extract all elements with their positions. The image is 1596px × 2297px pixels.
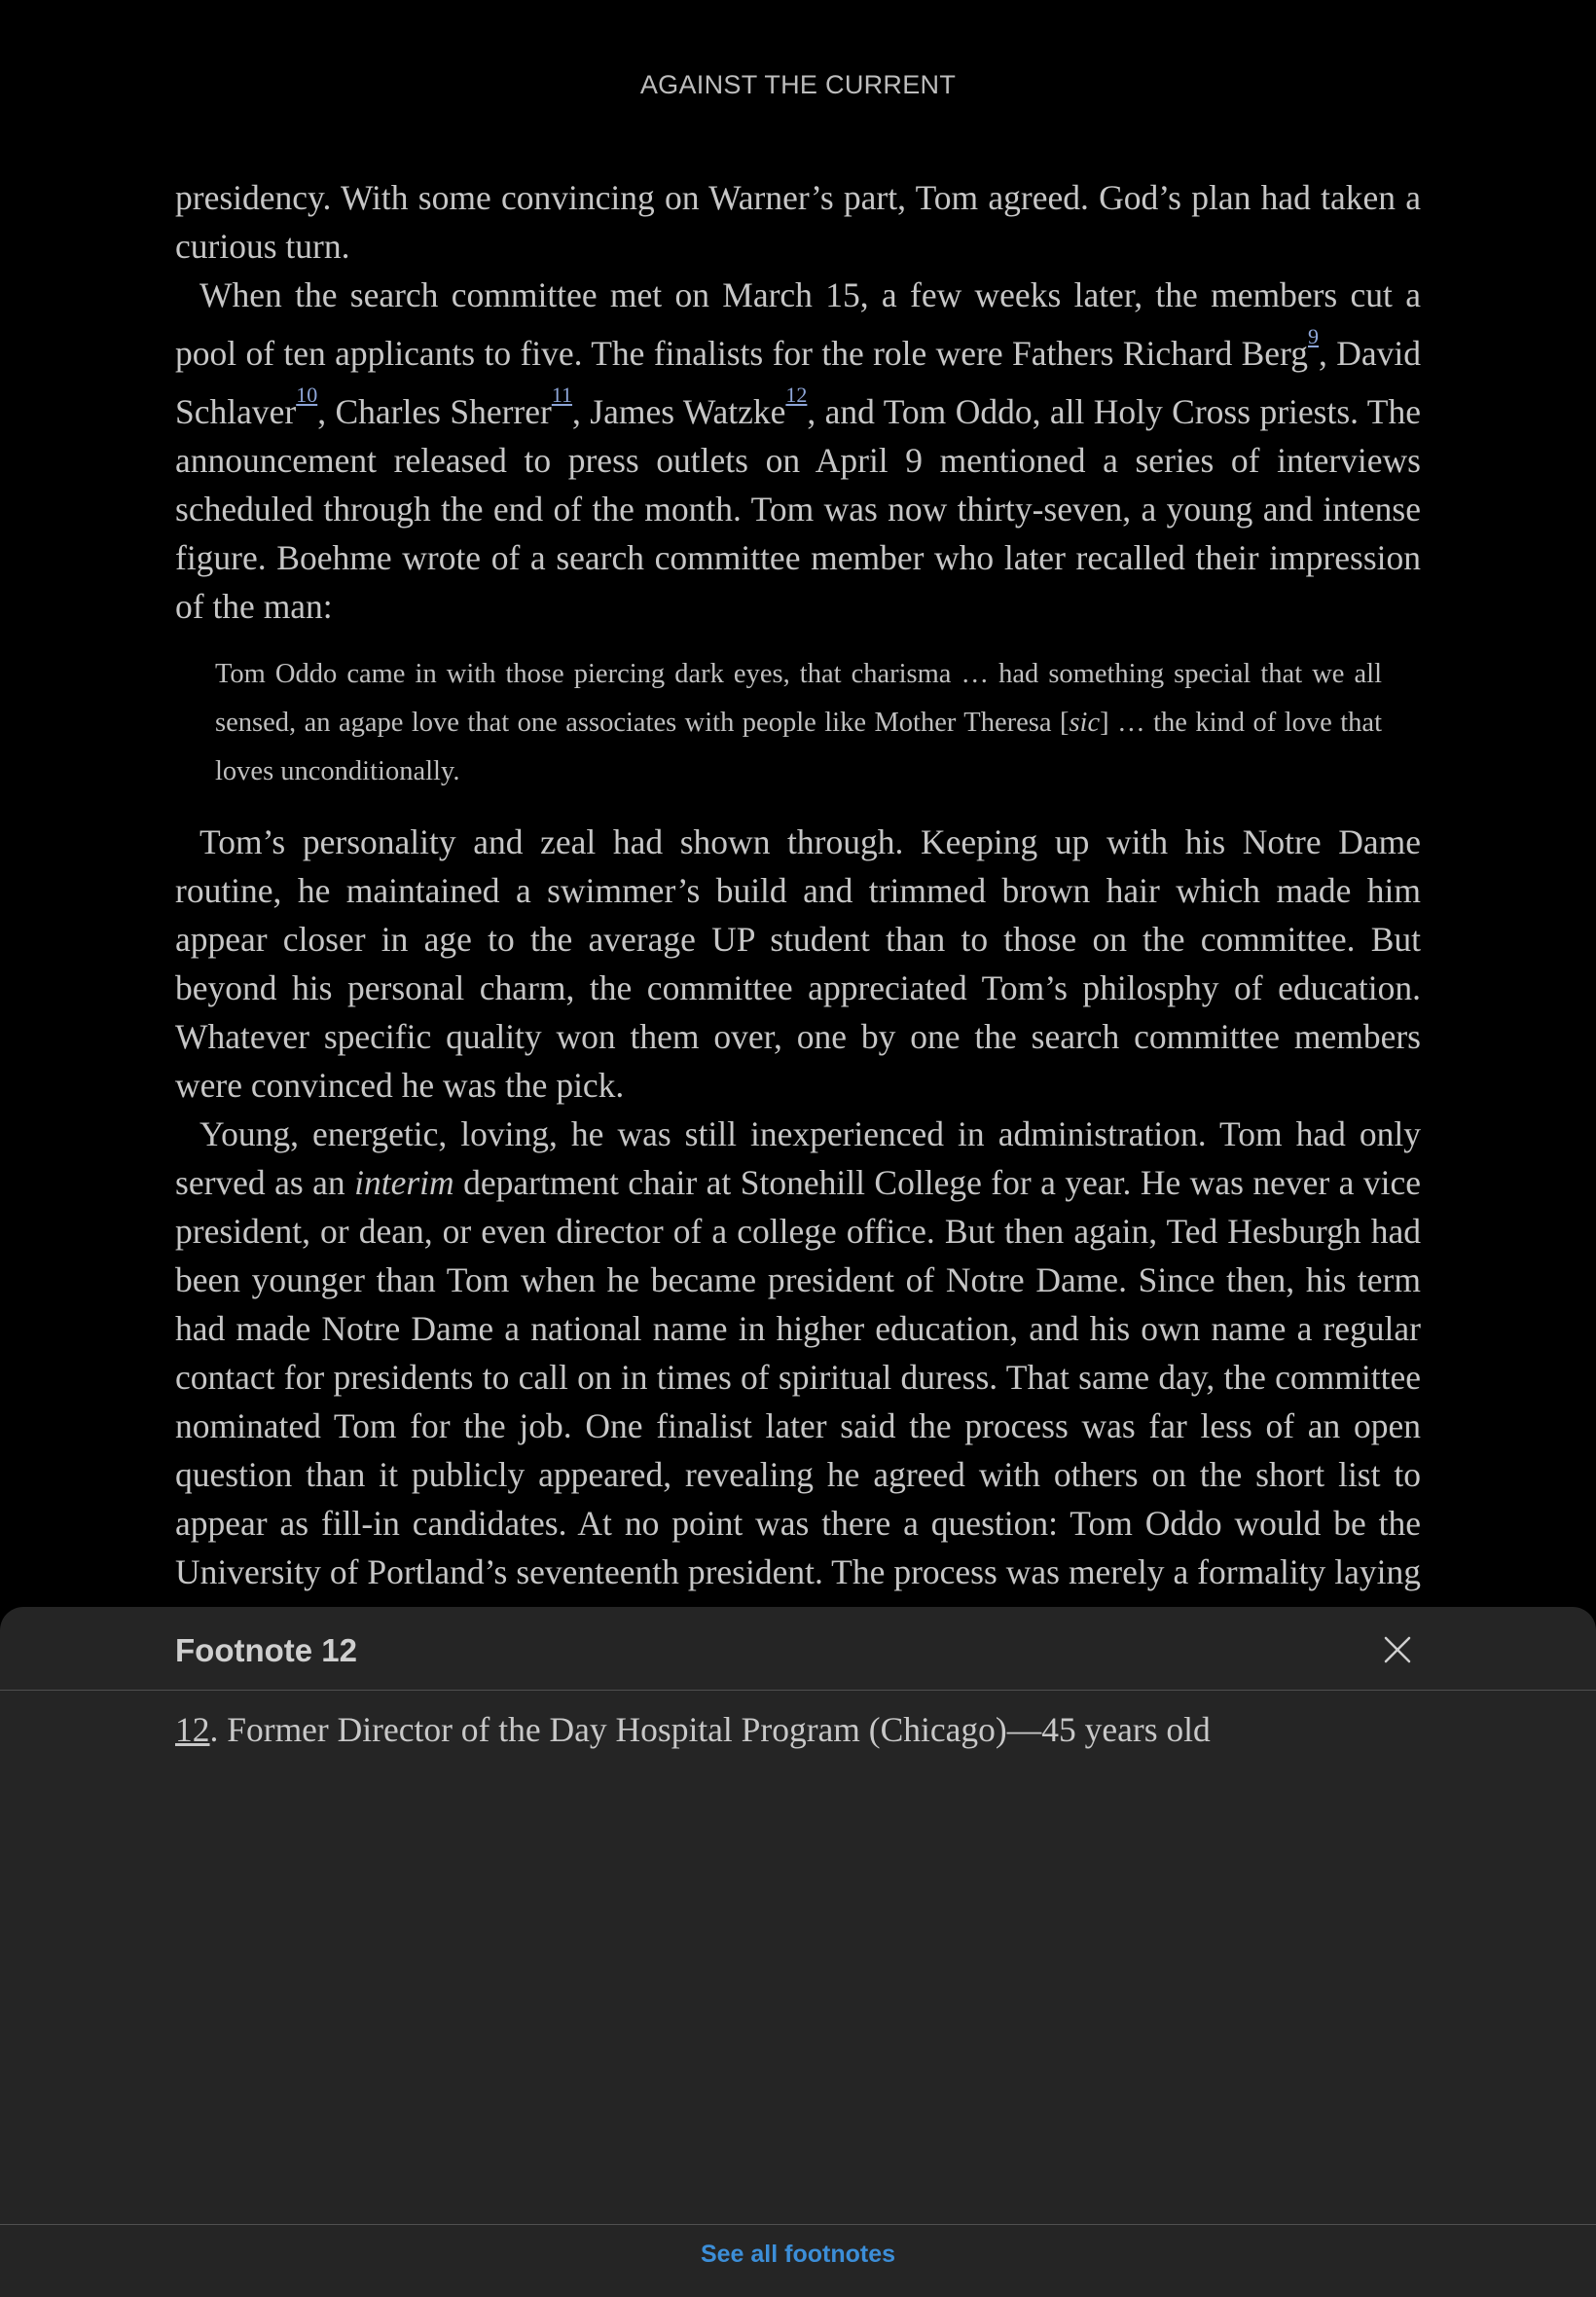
footnote-ref-10[interactable]: 10 (296, 382, 318, 407)
footnote-panel-title: Footnote 12 (175, 1632, 357, 1668)
footnote-ref-11[interactable]: 11 (551, 382, 573, 407)
block-quote: Tom Oddo came in with those piercing dark eyes, that charisma … had something special that we all sensed, an agape love that one associates with people like Mother Theresa [sic] … the kind of love that loves unconditionally. (215, 658, 1382, 786)
book-title-header: AGAINST THE CURRENT (639, 70, 957, 99)
footnote-number-link[interactable]: 12 (175, 1710, 210, 1749)
paragraph: presidency. With some convincing on Warner’s part, Tom agreed. God’s plan had taken a curious turn. (175, 178, 1421, 266)
footnote-ref-9[interactable]: 9 (1308, 324, 1319, 348)
close-icon[interactable] (1378, 1630, 1417, 1669)
footnote-ref-12[interactable]: 12 (785, 382, 808, 407)
see-all-footnotes-button[interactable]: See all footnotes (700, 2241, 896, 2268)
reading-pane[interactable] (175, 173, 1421, 1608)
paragraph: Tom’s personality and zeal had shown through. Keeping up with his Notre Dame routine, he maintained a swimmer’s build and trimmed brown hair which made him appear closer in age to the average UP student than to those on the committee. But beyond his personal charm, the committee appreciated Tom’s philosphy of education. Whatever specific quality won them over, one by one the search committee members were convinced he was the pick. (175, 821, 1421, 1105)
paragraph: When the search committee met on March 15, a few weeks later, the members cut a pool of ten applicants to five. The finalists for the role were Fathers Richard Berg$^{^9}$, David Schlaver$^{^{10}}$, Charles Sherrer$^{^{11}}$, James Watzke$^{^{12}}$, and Tom Oddo, all Holy Cross priests. The announcement released to press outlets on April 9 mentioned a series of interviews scheduled through the end of the month. Tom was now thirty-seven, a young and intense figure. Boehme wrote of a search committee member who later recalled their impression of the man: (175, 275, 1422, 626)
footnote-panel (0, 1607, 1596, 2297)
divider (0, 2224, 1596, 2225)
divider (0, 1690, 1596, 1691)
paragraph: Young, energetic, loving, he was still inexperienced in administration. Tom had only served as an interim department chair at Stonehill College for a year. He was never a vice president, or dean, or even director of a college office. But then again, Ted Hesburgh had been younger than Tom when he became president of Notre Dame. Since then, his term had made Notre Dame a national name in higher education, and his own name a regular contact for presidents to call on in times of spiritual duress. That same day, the committee nominated Tom for the job. One finalist later said the process was far less of an open question than it publicly appeared, revealing he agreed with others on the short list to appear as fill-in candidates. At no point was there a question: Tom Oddo would be the University of Portland’s seventeenth president. The process was merely a formality laying (175, 1113, 1421, 1591)
footnote-text: 12. Former Director of the Day Hospital Program (Chicago)—45 years old (175, 1710, 1211, 1749)
